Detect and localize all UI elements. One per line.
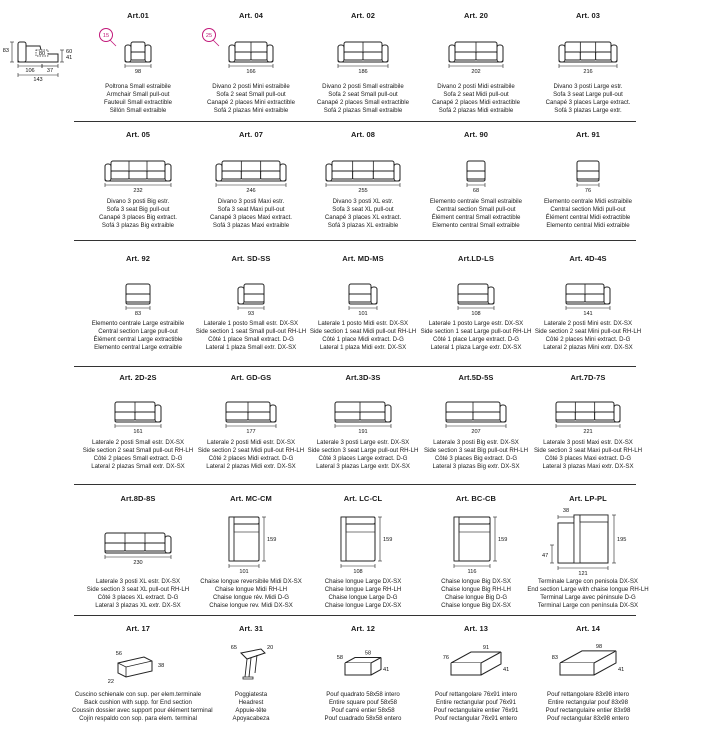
width-dimension: 101	[239, 569, 249, 575]
width-dimension: 177	[246, 429, 256, 435]
depth-dimension: 159	[498, 537, 508, 543]
description-line: Lateral 3 plazas Large extr. DX-SX	[316, 462, 410, 470]
sofa-front-drawing	[559, 42, 617, 62]
product-drawing	[303, 637, 423, 691]
description-line: Côté 2 places Mini extract. D-G	[545, 335, 631, 343]
description-line: Côté 3 places Big extract. D-G	[434, 454, 518, 462]
description-line: Side section 1 seat Large pull-out RH-LH	[420, 327, 532, 335]
description-line: Côté 3 places Large extract. D-G	[318, 454, 408, 462]
article-code: Art. 17	[125, 624, 151, 633]
height-dimension: 47	[542, 553, 549, 559]
description-line: Sofá 2 plazas Small extraible	[323, 106, 403, 114]
description-line: Laterale 1 posto Midi estr. DX-SX	[317, 320, 409, 327]
description-line: Lateral 2 plazas Mini extr. DX-SX	[543, 343, 633, 351]
description-line: Canapé 3 places Maxi extract.	[210, 213, 292, 221]
depth-dimension: 56	[115, 651, 122, 657]
width-dimension: 76	[584, 188, 592, 194]
sofa-front-drawing	[326, 161, 400, 181]
width-dimension: 22	[107, 679, 114, 685]
description-line: Chaise longue Big RH-LH	[441, 585, 511, 593]
article-code: Art. 04	[238, 11, 264, 20]
article-code: Art. 91	[575, 130, 601, 139]
depth-dimension: 91	[482, 645, 490, 651]
width-dimension: 108	[353, 569, 363, 575]
width-dimension: 58	[336, 655, 343, 661]
description-line: Divano 2 posti Midi estraibile	[437, 83, 515, 90]
article-code: Art. 92	[125, 254, 151, 263]
article-code: Art. 05	[125, 130, 151, 139]
total-depth-dimension: 143	[33, 77, 43, 83]
width-dimension: 166	[246, 69, 256, 75]
description-line: Cuscino schienale con sup. per elem.terminale	[74, 691, 202, 698]
description-line: Sofa 3 seat XL pull-out	[332, 205, 394, 213]
description-line: Back cushion with supp. for End section	[84, 698, 192, 706]
description-line: Armchair Small pull-out	[106, 90, 170, 98]
article-code: Art. 02	[350, 11, 376, 20]
description-line: Laterale 2 posti Midi estr. DX-SX	[206, 439, 296, 446]
product-drawing	[528, 637, 648, 691]
description-line: Laterale 3 posti Big estr. DX-SX	[433, 439, 519, 446]
headrest-drawing	[241, 649, 265, 679]
sofa-front-drawing	[105, 533, 171, 553]
width-dimension: 76	[442, 655, 449, 661]
width-dimension: 83	[551, 655, 558, 661]
product-description	[522, 320, 654, 352]
article-code: Art. 08	[350, 130, 376, 139]
product-drawing	[416, 143, 536, 199]
width-dimension: 68	[472, 188, 480, 194]
sofa-front-drawing	[577, 161, 599, 181]
article-code: Art. 31	[238, 624, 264, 633]
description-line: Sofa 2 seat Small pull-out	[216, 90, 286, 98]
description-line: Pouf rectangular 76x91 entero	[435, 714, 517, 722]
article-code: Art. 90	[463, 130, 489, 139]
description-line: Canapé 2 places Mini extractible	[206, 98, 296, 106]
description-line: Side section 3 seat XL pull-out RH-LH	[86, 585, 190, 593]
description-line: Lateral 2 plazas Small extr. DX-SX	[91, 462, 185, 470]
description-line: Pouf rectangulaire entier 83x98	[545, 706, 631, 714]
description-line: Sofá 3 plazas Maxi extraible	[212, 221, 290, 229]
article-code: Art.01	[127, 11, 149, 20]
row-separator	[74, 366, 636, 367]
pouf-drawing	[560, 651, 616, 675]
description-line: Sofa 2 seat Small pull-out	[328, 90, 398, 98]
row-separator	[74, 240, 636, 241]
article-code: Art.5D-5S	[458, 373, 494, 382]
description-line: Élément central Large extractible	[93, 335, 183, 343]
article-code: Art.7D-7S	[570, 373, 606, 382]
sofa-front-drawing	[115, 402, 161, 422]
description-line: Entire square pouf 58x58	[328, 698, 398, 706]
width-dimension: 207	[471, 429, 481, 435]
sofa-front-drawing	[238, 284, 264, 304]
article-code: Art.LD-LS	[458, 254, 494, 263]
sofa-front-drawing	[446, 402, 506, 422]
description-line: Divano 3 posti XL estr.	[332, 198, 394, 205]
height-dimension: 41	[618, 667, 625, 673]
description-line: Côté 1 place Midi extract. D-G	[322, 335, 404, 343]
description-line: Élément central Midi extractible	[545, 213, 631, 221]
description-line: Chaise longue Midi RH-LH	[214, 585, 288, 593]
product-description	[522, 691, 654, 723]
width-dimension: 116	[467, 569, 477, 575]
product-description	[522, 83, 654, 115]
description-line: Élément central Small extractible	[431, 213, 521, 221]
description-line: Chaise longue Big DX-SX	[441, 578, 511, 585]
sofa-front-drawing	[126, 284, 150, 304]
width-dimension: 141	[583, 311, 593, 317]
description-line: Chaise longue Large RH-LH	[324, 585, 402, 593]
article-code: Art. LC-CL	[343, 494, 383, 503]
description-line: Lateral 3 plazas Big extr. DX-SX	[432, 462, 520, 470]
description-line: Côté 2 places Small extract. D-G	[93, 454, 183, 462]
description-line: Pouf rettangolare 83x98 intero	[547, 691, 629, 698]
height-dimension: 38	[158, 663, 165, 669]
description-line: Elemento central Small extraible	[432, 221, 520, 229]
article-code: Art. LP-PL	[569, 494, 607, 503]
badge-value: 15	[102, 33, 110, 39]
chaise-longue-drawing	[229, 517, 259, 561]
sofa-front-drawing	[226, 402, 276, 422]
badge-value: 25	[205, 33, 213, 39]
description-line: Entire rectangular pouf 83x98	[548, 698, 628, 706]
description-line: Sofa 3 seat Maxi pull-out	[217, 205, 285, 213]
row-separator	[74, 484, 636, 485]
article-code: Art. 03	[575, 11, 601, 20]
product-drawing	[78, 386, 198, 436]
description-line: Terminale Large con penisola DX-SX	[538, 578, 638, 585]
peninsula-drawing	[558, 515, 608, 563]
width-dimension: 38	[562, 508, 570, 514]
description-line: Laterale 2 posti Small estr. DX-SX	[91, 439, 185, 446]
product-drawing	[191, 143, 311, 199]
description-line: Canapé 3 places Big extract.	[99, 213, 177, 221]
product-drawing	[191, 386, 311, 436]
article-code: Art. 12	[350, 624, 376, 633]
product-drawing	[191, 268, 311, 318]
description-line: Side section 1 seat Small pull-out RH-LH	[195, 327, 307, 335]
width-dimension: 83	[134, 311, 142, 317]
description-line: Elemento central Midi extraible	[546, 221, 630, 229]
pullout-dimension: 80	[38, 51, 46, 57]
product-drawing	[528, 143, 648, 199]
description-line: Appuie-tête	[235, 706, 267, 714]
description-line: Laterale 3 posti XL estr. DX-SX	[95, 578, 181, 585]
description-line: Chaise longue Big D-G	[444, 593, 508, 601]
description-line: Side section 2 seat Midi pull-out RH-LH	[197, 446, 305, 454]
product-drawing	[2, 24, 198, 83]
product-drawing	[416, 268, 536, 318]
product-drawing	[528, 268, 648, 318]
article-code: Art. GD-GS	[230, 373, 272, 382]
description-line: Canapé 3 places Large extract.	[545, 98, 631, 106]
description-line: Côté 3 places XL extract. D-G	[97, 593, 179, 601]
description-line: Chaise longue rev. Midi DX-SX	[209, 601, 293, 609]
height-dimension: 41	[383, 667, 390, 673]
description-line: Fauteuil Small extractible	[103, 98, 173, 106]
sofa-front-drawing	[105, 161, 171, 181]
product-drawing	[416, 505, 536, 577]
width-dimension: 161	[133, 429, 143, 435]
article-code: Art. 07	[238, 130, 264, 139]
product-drawing	[191, 24, 311, 80]
description-line: Central section Small pull-out	[436, 205, 516, 213]
width-dimension: 216	[583, 69, 593, 75]
chaise-longue-drawing	[341, 517, 375, 561]
product-description	[522, 198, 654, 230]
description-line: Divano 3 posti Maxi estr.	[217, 198, 285, 205]
description-line: Chaise longue Big DX-SX	[441, 601, 511, 609]
chaise-longue-drawing	[454, 517, 490, 561]
article-code: Art. BC-CB	[455, 494, 497, 503]
arm-height-dimension: 41	[66, 55, 73, 61]
back-depth-dimension: 37	[46, 68, 54, 74]
depth-dimension: 65	[230, 645, 237, 651]
article-code: Art. 14	[575, 624, 601, 633]
depth-dimension: 159	[383, 537, 393, 543]
description-line: Sofá 3 plazas Large extr.	[554, 106, 622, 114]
depth-dimension: 195	[617, 537, 627, 543]
description-line: Poltrona Small estraibile	[105, 83, 171, 90]
description-line: Elemento centrale Midi estraibile	[543, 198, 633, 205]
description-line: Elemento central Large extraible	[94, 343, 182, 351]
height-dimension: 41	[503, 667, 510, 673]
description-line: Apoyacabeza	[232, 714, 270, 722]
product-drawing	[78, 637, 198, 691]
width-dimension: 232	[133, 188, 143, 194]
sofa-front-drawing	[566, 284, 610, 304]
product-drawing	[416, 637, 536, 691]
description-line: Side section 2 seat Mini pull-out RH-LH	[534, 327, 642, 335]
product-drawing	[303, 24, 423, 80]
product-description	[522, 578, 654, 610]
width-dimension: 202	[471, 69, 481, 75]
description-line: Side section 3 seat Big pull-out RH-LH	[424, 446, 528, 454]
description-line: Côté 3 places Maxi extract. D-G	[544, 454, 632, 462]
description-line: Side section 3 seat Maxi pull-out RH-LH	[533, 446, 643, 454]
description-line: Lateral 3 plazas XL extr. DX-SX	[95, 601, 181, 609]
description-line: Pouf quadrato 58x58 intero	[326, 691, 400, 698]
width-dimension: 101	[358, 311, 368, 317]
seat-height-dimension: 60	[66, 49, 73, 55]
product-drawing	[303, 386, 423, 436]
description-line: Chaise longue Large DX-SX	[324, 578, 402, 585]
description-line: Laterale 2 posti Mini estr. DX-SX	[543, 320, 633, 327]
description-line: Central section Large pull-out	[98, 327, 178, 335]
height-dimension: 20	[267, 645, 274, 651]
sofa-front-drawing	[229, 42, 273, 62]
sofa-front-drawing	[349, 284, 377, 304]
description-line: Divano 3 posti Big estr.	[106, 198, 170, 205]
width-dimension: 246	[246, 188, 256, 194]
width-dimension: 108	[471, 311, 481, 317]
sofa-front-drawing	[216, 161, 286, 181]
article-code: Art. SD-SS	[231, 254, 271, 263]
description-line: Lateral 3 plazas Maxi extr. DX-SX	[542, 462, 634, 470]
description-line: Sofá 3 plazas Big extraible	[101, 221, 175, 229]
description-line: Divano 2 posti Mini estraibile	[212, 83, 290, 90]
height-dimension: 83	[2, 48, 9, 54]
sofa-front-drawing	[125, 42, 151, 62]
width-dimension: 98	[134, 69, 142, 75]
description-line: Poggiatesta	[234, 691, 268, 698]
width-dimension: 186	[358, 69, 368, 75]
description-line: Sofa 3 seat Big pull-out	[106, 205, 170, 213]
product-drawing	[416, 386, 536, 436]
description-line: Elemento centrale Large estraibile	[91, 320, 185, 327]
depth-dimension: 58	[364, 650, 372, 657]
width-dimension: 93	[247, 311, 255, 317]
description-line: Cojín respaldo con sop. para elem. terminal	[79, 714, 197, 722]
article-code: Art. 4D-4S	[569, 254, 607, 263]
description-line: Sofá 2 plazas Midi extraible	[438, 106, 514, 114]
description-line: Laterale 1 posto Small estr. DX-SX	[203, 320, 299, 327]
width-dimension: 230	[133, 560, 143, 566]
description-line: Side section 3 seat Large pull-out RH-LH	[307, 446, 419, 454]
description-line: Terminal Large con península DX-SX	[537, 601, 639, 609]
product-drawing	[303, 143, 423, 199]
description-line: Laterale 1 posto Large estr. DX-SX	[428, 320, 524, 327]
pouf-drawing	[345, 658, 381, 676]
description-line: Lateral 1 plaza Small extr. DX-SX	[205, 343, 297, 351]
product-drawing	[416, 24, 536, 80]
description-line: Lateral 1 plaza Midi extr. DX-SX	[319, 343, 407, 351]
description-line: Sofa 3 seat Large pull-out	[553, 90, 623, 98]
description-line: Côté 1 place Small extract. D-G	[208, 335, 294, 343]
description-line: Lateral 1 plaza Large extr. DX-SX	[430, 343, 522, 351]
description-line: Pouf rectangulaire entier 76x91	[433, 706, 519, 714]
product-drawing	[528, 386, 648, 436]
description-line: Coussin dossier avec support pour élément terminal	[72, 706, 213, 714]
description-line: Sillón Small extraible	[109, 106, 167, 114]
description-line: Canapé 2 places Small extractible	[316, 98, 410, 106]
sofa-front-drawing	[556, 402, 620, 422]
description-line: Pouf rectangular 83x98 entero	[547, 714, 629, 722]
description-line: Côté 2 places Midi extract. D-G	[208, 454, 294, 462]
sofa-front-drawing	[449, 42, 503, 62]
product-description	[522, 439, 654, 471]
seat-depth-dimension: 106	[25, 68, 35, 74]
description-line: Pouf rettangolare 76x91 intero	[435, 691, 517, 698]
description-line: Terminal Large avec péninsule D-G	[540, 593, 636, 601]
product-drawing	[191, 637, 311, 691]
description-line: Pouf carré entier 58x58	[331, 706, 395, 714]
product-drawing	[78, 505, 198, 577]
width-dimension: 221	[583, 429, 593, 435]
product-drawing	[303, 268, 423, 318]
product-drawing	[78, 143, 198, 199]
product-drawing	[303, 505, 423, 577]
description-line: Sofá 2 plazas Mini extraible	[213, 106, 289, 114]
description-line: Side section 2 seat Small pull-out RH-LH	[82, 446, 194, 454]
description-line: Pouf cuadrado 58x58 entero	[324, 714, 402, 722]
product-drawing	[528, 24, 648, 80]
row-separator	[74, 121, 636, 122]
sofa-front-drawing	[458, 284, 494, 304]
article-code: Art. 2D-2S	[119, 373, 157, 382]
description-line: Laterale 3 posti Maxi estr. DX-SX	[543, 439, 633, 446]
description-line: Headrest	[238, 698, 264, 706]
description-line: Divano 3 posti Large estr.	[553, 83, 623, 90]
description-line: Chaise longue Large D-G	[328, 593, 398, 601]
description-line: Chaise longue Large DX-SX	[324, 601, 402, 609]
sofa-front-drawing	[338, 42, 388, 62]
width-dimension: 191	[358, 429, 368, 435]
sofa-front-drawing	[467, 161, 485, 181]
depth-dimension: 98	[595, 643, 603, 650]
width-dimension: 255	[358, 188, 368, 194]
description-line: Chaise longue rév. Midi D-G	[212, 593, 290, 601]
product-drawing	[191, 505, 311, 577]
row-separator	[74, 615, 636, 616]
description-line: Canapé 3 places XL extract.	[324, 213, 402, 221]
description-line: Elemento centrale Small estraibile	[429, 198, 523, 205]
article-code: Art.8D-8S	[120, 494, 156, 503]
width-dimension: 121	[578, 571, 588, 577]
article-code: Art.3D-3S	[345, 373, 381, 382]
product-drawing	[528, 505, 648, 577]
article-code: Art. 20	[463, 11, 489, 20]
product-drawing	[78, 268, 198, 318]
description-line: Sofa 2 seat Midi pull-out	[443, 90, 509, 98]
description-line: Entire rectangular pouf 76x91	[436, 698, 516, 706]
description-line: Côté 1 place Large extract. D-G	[432, 335, 520, 343]
description-line: Divano 2 posti Small estraibile	[322, 83, 404, 90]
description-line: End section Large with chaise longue RH-LH	[527, 585, 649, 593]
description-line: Lateral 2 plazas Midi extr. DX-SX	[206, 462, 296, 470]
article-code: Art. MD-MS	[342, 254, 384, 263]
article-code: Art. 13	[463, 624, 489, 633]
description-line: Laterale 3 posti Large estr. DX-SX	[316, 439, 410, 446]
description-line: Chaise longue reversibile Midi DX-SX	[200, 578, 302, 585]
pouf-drawing	[451, 652, 501, 675]
description-line: Central section Midi pull-out	[550, 205, 626, 213]
back-cushion-drawing	[118, 657, 152, 677]
description-line: Sofá 3 plazas XL extraible	[327, 221, 399, 229]
sofa-front-drawing	[335, 402, 391, 422]
description-line: Canapé 2 places Midi extractible	[431, 98, 521, 106]
depth-dimension: 159	[267, 537, 277, 543]
article-code: Art. MC-CM	[230, 494, 272, 503]
description-line: Side section 1 seat Midi pull-out RH-LH	[309, 327, 417, 335]
